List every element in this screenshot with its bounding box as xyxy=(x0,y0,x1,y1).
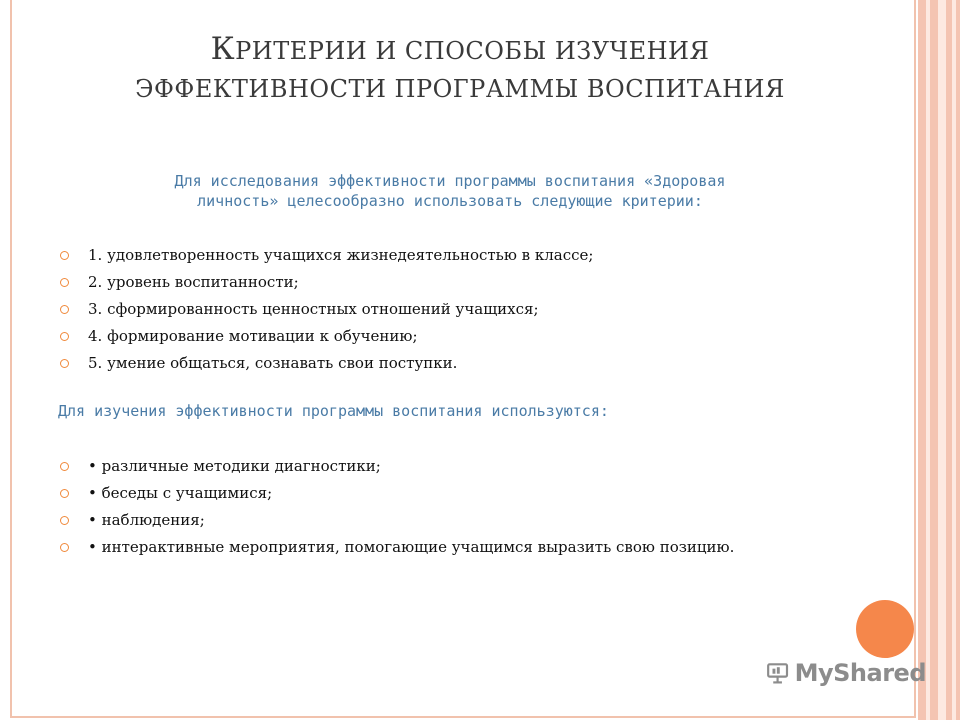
list-item xyxy=(58,538,818,556)
circle-bullet-icon xyxy=(60,359,69,368)
list-item xyxy=(58,300,593,318)
frame-stripe xyxy=(926,0,930,720)
criteria-list xyxy=(58,246,593,381)
left-margin xyxy=(0,0,10,720)
presentation-board-icon xyxy=(766,658,791,688)
criteria-text: 1. удовлетворенность учащихся жизнедеятельностью в классе; xyxy=(88,246,594,264)
list-item xyxy=(58,484,818,502)
criteria-text: 3. сформированность ценностных отношений учащихся; xyxy=(88,300,539,318)
circle-bullet-icon xyxy=(60,462,69,471)
intro-line-1: Для исследования эффективности программы воспитания «Здоровая xyxy=(174,172,726,190)
frame-stripe xyxy=(952,0,956,720)
circle-bullet-icon xyxy=(60,251,69,260)
slide-title xyxy=(60,30,860,108)
criteria-text: 5. умение общаться, сознавать свои поступки. xyxy=(88,354,458,372)
frame-stripe xyxy=(938,0,946,720)
criteria-text: 2. уровень воспитанности; xyxy=(88,273,299,291)
logo-text: MyShared xyxy=(794,659,926,687)
circle-bullet-icon xyxy=(60,278,69,287)
method-text: • наблюдения; xyxy=(88,511,205,529)
list-item xyxy=(58,354,593,372)
methods-heading: Для изучения эффективности программы воспитания используются: xyxy=(58,402,609,420)
myshared-logo[interactable] xyxy=(766,656,926,690)
criteria-text: 4. формирование мотивации к обучению; xyxy=(88,327,418,345)
decorative-orange-circle xyxy=(856,600,914,658)
title-line-2: ЭФФЕКТИВНОСТИ ПРОГРАММЫ ВОСПИТАНИЯ xyxy=(135,75,785,103)
circle-bullet-icon xyxy=(60,489,69,498)
circle-bullet-icon xyxy=(60,305,69,314)
title-line-1-rest: РИТЕРИИ И СПОСОБЫ ИЗУЧЕНИЯ xyxy=(235,37,710,65)
circle-bullet-icon xyxy=(60,516,69,525)
title-line-1 xyxy=(60,30,860,70)
list-item xyxy=(58,327,593,345)
intro-line-2: личность» целесообразно использовать следующие критерии: xyxy=(197,192,703,210)
list-item xyxy=(58,246,593,264)
method-text: • различные методики диагностики; xyxy=(88,457,381,475)
method-text: • беседы с учащимися; xyxy=(88,484,273,502)
list-item xyxy=(58,457,818,475)
methods-list xyxy=(58,457,818,565)
circle-bullet-icon xyxy=(60,332,69,341)
title-first-letter: К xyxy=(210,31,236,67)
circle-bullet-icon xyxy=(60,543,69,552)
list-item xyxy=(58,511,818,529)
list-item xyxy=(58,273,593,291)
method-text: • интерактивные мероприятия, помогающие учащимся выразить свою позицию. xyxy=(88,538,735,556)
intro-text xyxy=(100,171,800,211)
